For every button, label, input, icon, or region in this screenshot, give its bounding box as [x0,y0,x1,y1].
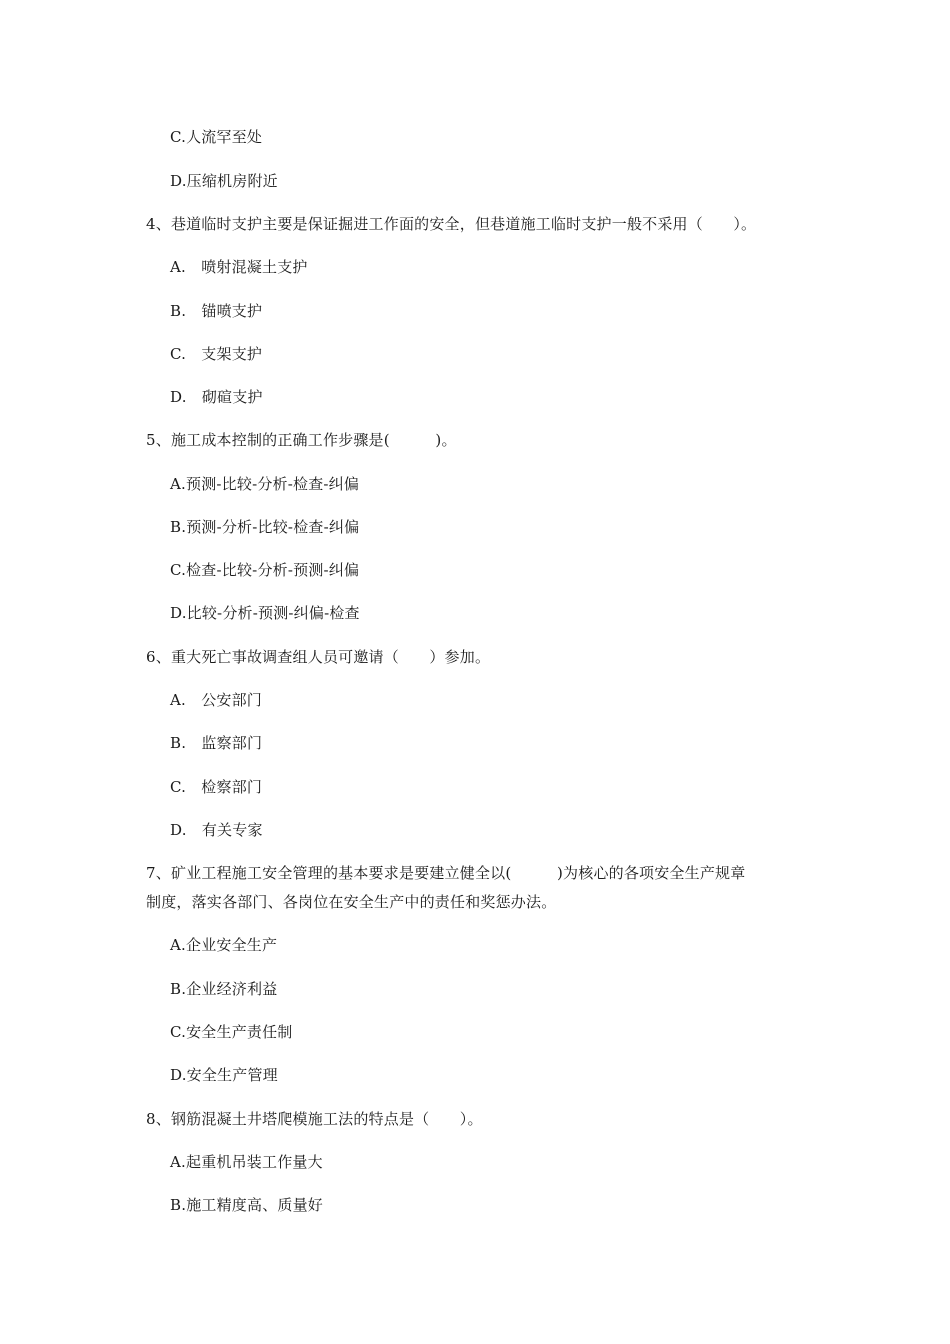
question-6-option-a: A. 公安部门 [170,691,263,709]
question-6-option-d: D. 有关专家 [170,821,263,839]
question-6-option-b: B. 监察部门 [170,734,263,752]
question-5-option-c: C.检查-比较-分析-预测-纠偏 [170,561,360,579]
question-6-option-c: C. 检察部门 [170,778,263,796]
option-c: C.人流罕至处 [170,128,263,146]
question-7-option-c: C.安全生产责任制 [170,1023,293,1041]
question-8-option-b: B.施工精度高、质量好 [170,1196,323,1214]
question-4-option-a: A. 喷射混凝土支护 [170,258,308,276]
question-5-option-d: D.比较-分析-预测-纠偏-检查 [170,604,360,622]
question-7-option-a: A.企业安全生产 [170,936,278,954]
question-4-option-b: B. 锚喷支护 [170,302,263,320]
question-8-option-a: A.起重机吊装工作量大 [170,1153,323,1171]
question-5-option-b: B.预测-分析-比较-检查-纠偏 [170,518,360,536]
option-d: D.压缩机房附近 [170,172,278,190]
question-4-stem: 4、巷道临时支护主要是保证掘进工作面的安全，但巷道施工临时支护一般不采用（ ）。 [146,215,757,233]
question-8-stem: 8、钢筋混凝土井塔爬模施工法的特点是（ ）。 [146,1110,483,1128]
question-5-option-a: A.预测-比较-分析-检查-纠偏 [170,475,360,493]
question-7-option-b: B.企业经济利益 [170,980,278,998]
question-7-stem-line-2: 制度，落实各部门、各岗位在安全生产中的责任和奖惩办法。 [146,893,557,911]
question-4-option-c: C. 支架支护 [170,345,263,363]
question-6-stem: 6、重大死亡事故调查组人员可邀请（ ）参加。 [146,648,491,666]
question-5-stem: 5、施工成本控制的正确工作步骤是( )。 [146,431,457,449]
question-7-stem-line-1: 7、矿业工程施工安全管理的基本要求是要建立健全以( )为核心的各项安全生产规章 [146,864,746,882]
question-7-option-d: D.安全生产管理 [170,1066,278,1084]
question-4-option-d: D. 砌碹支护 [170,388,263,406]
